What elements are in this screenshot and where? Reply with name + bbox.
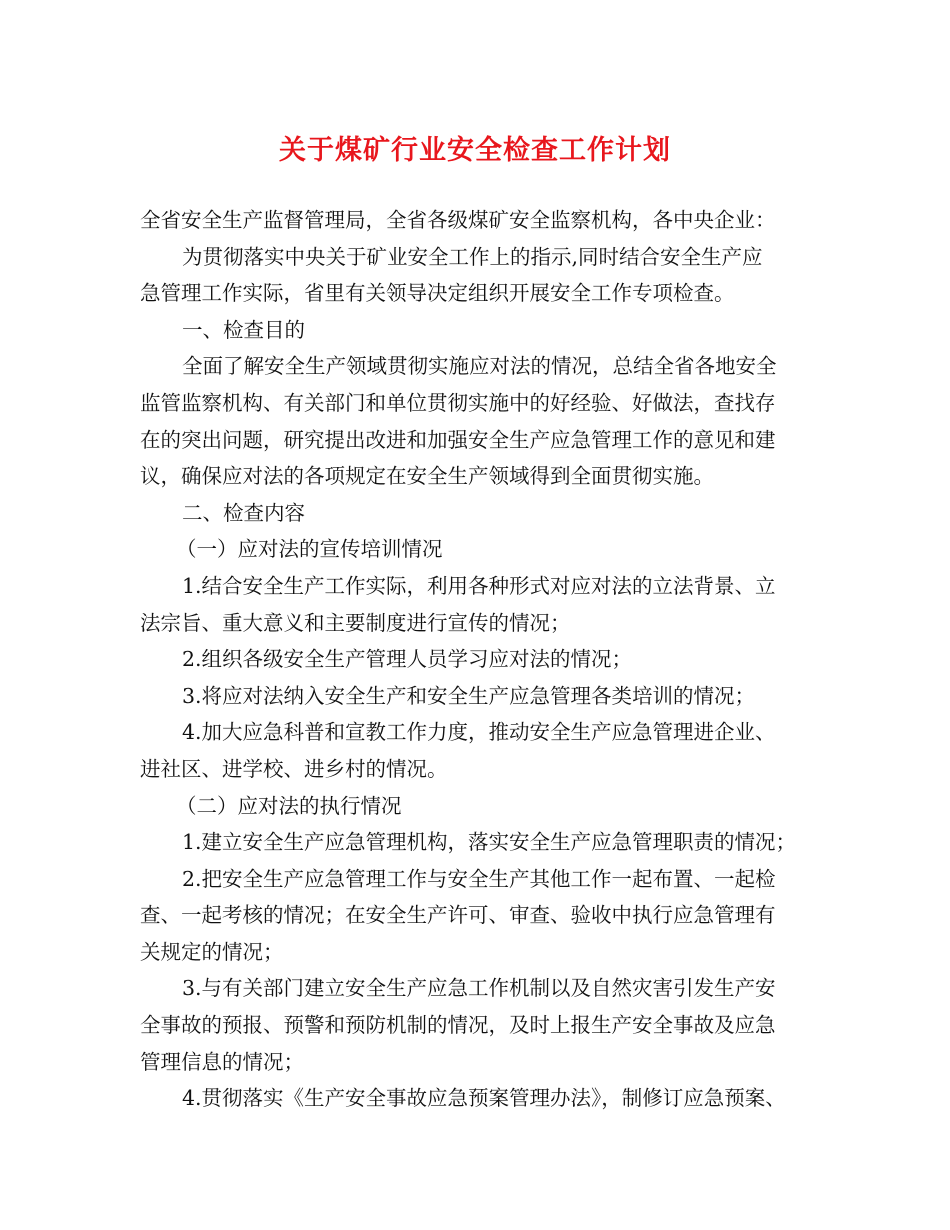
document-line: 议，确保应对法的各项规定在安全生产领域得到全面贯彻实施。 xyxy=(140,464,714,489)
document-line: 监管监察机构、有关部门和单位贯彻实施中的好经验、好做法，查找存 xyxy=(140,390,776,415)
document-line: 4.贯彻落实《生产安全事故应急预案管理办法》，制修订应急预案、 xyxy=(182,1086,786,1111)
document-line: 2.把安全生产应急管理工作与安全生产其他工作一起布置、一起检 xyxy=(182,866,776,891)
document-line: 管理信息的情况； xyxy=(140,1049,304,1074)
document-line: 2.组织各级安全生产管理人员学习应对法的情况； xyxy=(182,647,633,672)
document-line: 为贯彻落实中央关于矿业安全工作上的指示,同时结合安全生产应 xyxy=(182,244,763,269)
document-line: 急管理工作实际，省里有关领导决定组织开展安全工作专项检查。 xyxy=(140,281,735,306)
document-line: 一、检查目的 xyxy=(182,317,305,342)
document-body xyxy=(140,202,820,1117)
document-line: （二）应对法的执行情况 xyxy=(176,793,402,818)
document-line: 法宗旨、重大意义和主要制度进行宣传的情况； xyxy=(140,610,571,635)
document-line: 查、一起考核的情况；在安全生产许可、审查、验收中执行应急管理有 xyxy=(140,903,776,928)
document-line: 4.加大应急科普和宣教工作力度，推动安全生产应急管理进企业、 xyxy=(182,720,776,745)
document-title: 关于煤矿行业安全检查工作计划 xyxy=(279,135,671,166)
document-line: 进社区、进学校、进乡村的情况。 xyxy=(140,756,448,781)
document-line: （一）应对法的宣传培训情况 xyxy=(176,537,443,562)
document-line: 1.结合安全生产工作实际，利用各种形式对应对法的立法背景、立 xyxy=(182,573,776,598)
document-line: 3.将应对法纳入安全生产和安全生产应急管理各类培训的情况； xyxy=(182,683,756,708)
document-line: 全事故的预报、预警和预防机制的情况，及时上报生产安全事故及应急 xyxy=(140,1013,776,1038)
document-line: 全面了解安全生产领域贯彻实施应对法的情况，总结全省各地安全 xyxy=(182,354,777,379)
document-line: 二、检查内容 xyxy=(182,500,305,525)
document-line: 1.建立安全生产应急管理机构，落实安全生产应急管理职责的情况； xyxy=(182,830,797,855)
document-line: 全省安全生产监督管理局，全省各级煤矿安全监察机构，各中央企业： xyxy=(140,208,776,232)
document-line: 3.与有关部门建立安全生产应急工作机制以及自然灾害引发生产安 xyxy=(182,976,776,1001)
document-line: 在的突出问题，研究提出改进和加强安全生产应急管理工作的意见和建 xyxy=(140,427,776,452)
document-line: 关规定的情况； xyxy=(140,939,284,964)
